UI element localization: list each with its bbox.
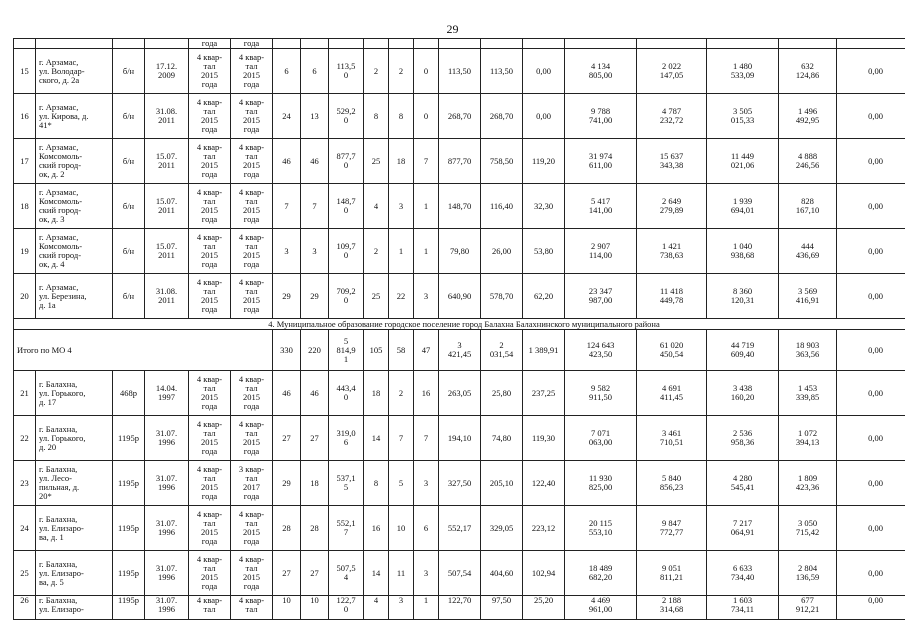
- cell-cost-fund: 15 637 343,38: [637, 139, 707, 184]
- cell-rooms-private: 7: [389, 416, 414, 461]
- cell: [779, 39, 837, 49]
- cell-address: г. Балахна, ул. Горького, д. 17: [36, 371, 113, 416]
- cell-rooms-total: 14: [364, 551, 389, 596]
- cell-cost-local: 3 569 416,91: [779, 274, 837, 319]
- cell-rooms-total: 8: [364, 94, 389, 139]
- cell-rooms-municipal: 3: [414, 461, 439, 506]
- cell-fact-date: 4 квар- тал 2015 года: [231, 139, 273, 184]
- cell-area-municipal: 237,25: [523, 371, 565, 416]
- cell-area-private: 25,80: [481, 371, 523, 416]
- cell-area-total: 537,1 5: [329, 461, 364, 506]
- cell-cost-local: 1 496 492,95: [779, 94, 837, 139]
- cell-cost-local: 444 436,69: [779, 229, 837, 274]
- cell-rooms-private: 58: [389, 330, 414, 371]
- cell-number: 23: [14, 461, 36, 506]
- cell-doc-number: 1195р: [113, 596, 145, 620]
- cell-area-municipal: 0,00: [523, 94, 565, 139]
- cell-cost-total: 4 134 805,00: [565, 49, 637, 94]
- cell-doc-date: 31.07. 1996: [145, 596, 189, 620]
- cell: [301, 39, 329, 49]
- cell-area-total: 552,1 7: [329, 506, 364, 551]
- table-row: [14, 229, 905, 274]
- cell-doc-date: 31.07. 1996: [145, 551, 189, 596]
- page-number: 29: [446, 22, 459, 36]
- cell-area-resettle: 194,10: [439, 416, 481, 461]
- cell-cost-extra: 0,00: [837, 94, 905, 139]
- cell-cost-region: 6 633 734,40: [707, 551, 779, 596]
- table-row: [14, 139, 905, 184]
- cell: [837, 39, 905, 49]
- cell-cost-total: 9 788 741,00: [565, 94, 637, 139]
- cell-doc-date: 17.12. 2009: [145, 49, 189, 94]
- cell-area-municipal: 119,30: [523, 416, 565, 461]
- cell-area-municipal: 1 389,91: [523, 330, 565, 371]
- cell-plan-date: 4 квар- тал: [189, 596, 231, 620]
- cell-residents-resettled: 27: [301, 551, 329, 596]
- cell-number: 15: [14, 49, 36, 94]
- cell-cost-fund: 9 847 772,77: [637, 506, 707, 551]
- cell-plan-date: 4 квар- тал 2015 года: [189, 461, 231, 506]
- cell-cost-fund: 1 421 738,63: [637, 229, 707, 274]
- cell-rooms-municipal: 6: [414, 506, 439, 551]
- cell-area-resettle: 507,54: [439, 551, 481, 596]
- table-row: [14, 506, 905, 551]
- cell-area-private: 97,50: [481, 596, 523, 620]
- cell-area-private: 404,60: [481, 551, 523, 596]
- cell-area-private: 26,00: [481, 229, 523, 274]
- cell-residents-resettled: 13: [301, 94, 329, 139]
- cell-plan: года: [189, 39, 231, 49]
- cell-doc-date: 31.08. 2011: [145, 274, 189, 319]
- cell-cost-fund: 2 649 279,89: [637, 184, 707, 229]
- cell-area-municipal: 223,12: [523, 506, 565, 551]
- cell-doc-number: б/н: [113, 94, 145, 139]
- cell-fact-date: 4 квар- тал 2015 года: [231, 371, 273, 416]
- cell-cost-region: 1 603 734,11: [707, 596, 779, 620]
- cell-area-private: 116,40: [481, 184, 523, 229]
- cell-rooms-total: 25: [364, 274, 389, 319]
- cell-cost-extra: 0,00: [837, 416, 905, 461]
- cell-doc-number: б/н: [113, 49, 145, 94]
- cell-plan-date: 4 квар- тал 2015 года: [189, 139, 231, 184]
- cell-address: г. Арзамас, ул. Кирова, д. 41*: [36, 94, 113, 139]
- cell-rooms-private: 18: [389, 139, 414, 184]
- cell: [364, 39, 389, 49]
- cell-area-private: 2 031,54: [481, 330, 523, 371]
- cell-number: 19: [14, 229, 36, 274]
- cell-fact-date: 4 квар- тал 2015 года: [231, 551, 273, 596]
- cell-plan-date: 4 квар- тал 2015 года: [189, 49, 231, 94]
- cell-area-total: 113,5 0: [329, 49, 364, 94]
- cell-residents-total: 6: [273, 49, 301, 94]
- cell-residents-resettled: 7: [301, 184, 329, 229]
- cell-residents-total: 46: [273, 371, 301, 416]
- cell-area-municipal: 32,30: [523, 184, 565, 229]
- cell-number: 20: [14, 274, 36, 319]
- cell-rooms-private: 2: [389, 371, 414, 416]
- cell-cost-region: 2 536 958,36: [707, 416, 779, 461]
- cell-doc-number: б/н: [113, 229, 145, 274]
- cell-rooms-private: 2: [389, 49, 414, 94]
- cell-cost-extra: 0,00: [837, 596, 905, 620]
- table-row: [14, 551, 905, 596]
- cell-cost-fund: 4 691 411,45: [637, 371, 707, 416]
- cell-fact-date: 4 квар- тал 2015 года: [231, 506, 273, 551]
- cell-doc-number: 1195р: [113, 461, 145, 506]
- cell-rooms-private: 1: [389, 229, 414, 274]
- cell-plan-date: 4 квар- тал 2015 года: [189, 551, 231, 596]
- cell-residents-resettled: 3: [301, 229, 329, 274]
- cell-area-resettle: 122,70: [439, 596, 481, 620]
- cell-fact-date: 3 квар- тал 2017 года: [231, 461, 273, 506]
- cell-cost-fund: 2 188 314,68: [637, 596, 707, 620]
- cell-cost-extra: 0,00: [837, 371, 905, 416]
- cell-area-municipal: 62,20: [523, 274, 565, 319]
- cell-address: г. Балахна, ул. Лесо- пильная, д. 20*: [36, 461, 113, 506]
- cell-rooms-private: 11: [389, 551, 414, 596]
- cell-area-private: 329,05: [481, 506, 523, 551]
- cell-area-total: 319,0 6: [329, 416, 364, 461]
- cell-area-resettle: 79,80: [439, 229, 481, 274]
- cell-rooms-total: 25: [364, 139, 389, 184]
- cell-cost-local: 677 912,21: [779, 596, 837, 620]
- cell-area-resettle: 113,50: [439, 49, 481, 94]
- cell-rooms-private: 10: [389, 506, 414, 551]
- cell-cost-local: 828 167,10: [779, 184, 837, 229]
- cell: [523, 39, 565, 49]
- cell-area-resettle: 263,05: [439, 371, 481, 416]
- cell-residents-total: 7: [273, 184, 301, 229]
- cell-area-total: 148,7 0: [329, 184, 364, 229]
- cell-cost-total: 5 417 141,00: [565, 184, 637, 229]
- cell-area-total: 507,5 4: [329, 551, 364, 596]
- cell-rooms-total: 8: [364, 461, 389, 506]
- cell: [481, 39, 523, 49]
- cell-residents-resettled: 220: [301, 330, 329, 371]
- cell-doc-number: б/н: [113, 139, 145, 184]
- cell-doc-date: 15.07. 2011: [145, 139, 189, 184]
- cell-fact-date: 4 квар- тал 2015 года: [231, 416, 273, 461]
- table-body: [14, 39, 905, 620]
- cell-area-resettle: 327,50: [439, 461, 481, 506]
- cell-doc-number: 468р: [113, 371, 145, 416]
- cell-residents-resettled: 28: [301, 506, 329, 551]
- cell-area-municipal: 0,00: [523, 49, 565, 94]
- cell-number: 21: [14, 371, 36, 416]
- cell-area-total: 109,7 0: [329, 229, 364, 274]
- table-row: [14, 184, 905, 229]
- table-row: [14, 461, 905, 506]
- cell-area-total: 529,2 0: [329, 94, 364, 139]
- cell-cost-extra: 0,00: [837, 506, 905, 551]
- cell-rooms-private: 8: [389, 94, 414, 139]
- table-row: [14, 49, 905, 94]
- cell-area-total: 122,7 0: [329, 596, 364, 620]
- cell-cost-extra: 0,00: [837, 229, 905, 274]
- cell-address: г. Арзамас, Комсомоль- ский город- ок, д. 2: [36, 139, 113, 184]
- cell-cost-local: 1 072 394,13: [779, 416, 837, 461]
- cell-rooms-total: 14: [364, 416, 389, 461]
- cell-rooms-municipal: 0: [414, 94, 439, 139]
- table-row: [14, 596, 905, 620]
- cell-cost-local: 632 124,86: [779, 49, 837, 94]
- cell-rooms-municipal: 0: [414, 49, 439, 94]
- cell-address: г. Балахна, ул. Горького, д. 20: [36, 416, 113, 461]
- cell-doc-date: 31.07. 1996: [145, 416, 189, 461]
- cell-rooms-municipal: 1: [414, 184, 439, 229]
- cell-residents-resettled: 10: [301, 596, 329, 620]
- cell-fact-date: 4 квар- тал 2015 года: [231, 229, 273, 274]
- cell-residents-resettled: 18: [301, 461, 329, 506]
- cell-rooms-municipal: 16: [414, 371, 439, 416]
- cell-rooms-municipal: 7: [414, 416, 439, 461]
- cell-address: г. Балахна, ул. Елизаро- ва, д. 1: [36, 506, 113, 551]
- cell: [273, 39, 301, 49]
- cell-residents-resettled: 27: [301, 416, 329, 461]
- cell-residents-resettled: 46: [301, 371, 329, 416]
- cell-rooms-total: 16: [364, 506, 389, 551]
- cell-address: г. Арзамас, ул. Володар- ского, д. 2а: [36, 49, 113, 94]
- cell-rooms-total: 2: [364, 229, 389, 274]
- cell: [565, 39, 637, 49]
- cell-address: г. Арзамас, Комсомоль- ский город- ок, д. 4: [36, 229, 113, 274]
- cell-rooms-municipal: 1: [414, 596, 439, 620]
- cell-plan-date: 4 квар- тал 2015 года: [189, 184, 231, 229]
- cell-cost-local: 3 050 715,42: [779, 506, 837, 551]
- cell-cost-total: 2 907 114,00: [565, 229, 637, 274]
- cell-cost-total: 31 974 611,00: [565, 139, 637, 184]
- table-row: [14, 416, 905, 461]
- cell-doc-number: 1195р: [113, 551, 145, 596]
- cell-rooms-total: 4: [364, 184, 389, 229]
- cell-doc-date: 31.07. 1996: [145, 461, 189, 506]
- cell-number: 26: [14, 596, 36, 620]
- cell-rooms-municipal: 1: [414, 229, 439, 274]
- cell-address: г. Балахна, ул. Елизаро- ва, д. 5: [36, 551, 113, 596]
- cell-fact-date: 4 квар- тал 2015 года: [231, 274, 273, 319]
- total-row: [14, 330, 905, 371]
- cell-area-municipal: 119,20: [523, 139, 565, 184]
- cell-rooms-municipal: 7: [414, 139, 439, 184]
- cell-residents-total: 330: [273, 330, 301, 371]
- cell-cost-region: 3 505 015,33: [707, 94, 779, 139]
- cell: [145, 39, 189, 49]
- cell-doc-number: б/н: [113, 274, 145, 319]
- cell-area-private: 113,50: [481, 49, 523, 94]
- cell-rooms-private: 5: [389, 461, 414, 506]
- cell-rooms-municipal: 47: [414, 330, 439, 371]
- cell-cost-extra: 0,00: [837, 461, 905, 506]
- cell-number: 16: [14, 94, 36, 139]
- cell-fact-date: 4 квар- тал 2015 года: [231, 49, 273, 94]
- cell-area-resettle: 268,70: [439, 94, 481, 139]
- cell-number: 22: [14, 416, 36, 461]
- cell-address: г. Арзамас, Комсомоль- ский город- ок, д. 3: [36, 184, 113, 229]
- cell-fact-date: 4 квар- тал 2015 года: [231, 184, 273, 229]
- cell-area-private: 268,70: [481, 94, 523, 139]
- cell-cost-region: 8 360 120,31: [707, 274, 779, 319]
- cell-fact: года: [231, 39, 273, 49]
- cell-cost-total: 9 582 911,50: [565, 371, 637, 416]
- cell-number: 25: [14, 551, 36, 596]
- cell-plan-date: 4 квар- тал 2015 года: [189, 229, 231, 274]
- cell-plan-date: 4 квар- тал 2015 года: [189, 416, 231, 461]
- cell-area-municipal: 122,40: [523, 461, 565, 506]
- cell: [637, 39, 707, 49]
- cell-cost-total: 23 347 987,00: [565, 274, 637, 319]
- cell-area-total: 877,7 0: [329, 139, 364, 184]
- cell-area-private: 74,80: [481, 416, 523, 461]
- cell: [14, 39, 36, 49]
- cell-number: 17: [14, 139, 36, 184]
- cell-cost-region: 44 719 609,40: [707, 330, 779, 371]
- cell-area-resettle: 148,70: [439, 184, 481, 229]
- cell-area-total: 709,2 0: [329, 274, 364, 319]
- cell-cost-total: 20 115 553,10: [565, 506, 637, 551]
- section-row: [14, 319, 905, 330]
- cell-cost-total: 7 071 063,00: [565, 416, 637, 461]
- cell-cost-fund: 2 022 147,05: [637, 49, 707, 94]
- cell-doc-number: 1195р: [113, 506, 145, 551]
- cell-doc-date: 15.07. 2011: [145, 184, 189, 229]
- cell-cost-fund: 4 787 232,72: [637, 94, 707, 139]
- cell-cost-region: 1 480 533,09: [707, 49, 779, 94]
- cell-plan-date: 4 квар- тал 2015 года: [189, 274, 231, 319]
- cell-cost-region: 1 040 938,68: [707, 229, 779, 274]
- cell-cost-local: 4 888 246,56: [779, 139, 837, 184]
- cell-cost-local: 1 453 339,85: [779, 371, 837, 416]
- cell-cost-total: 18 489 682,20: [565, 551, 637, 596]
- cell-rooms-total: 105: [364, 330, 389, 371]
- cell-area-municipal: 53,80: [523, 229, 565, 274]
- cell-residents-total: 46: [273, 139, 301, 184]
- cell-cost-total: 124 643 423,50: [565, 330, 637, 371]
- cell: [439, 39, 481, 49]
- cell: [389, 39, 414, 49]
- cell-area-resettle: 877,70: [439, 139, 481, 184]
- cell-area-private: 205,10: [481, 461, 523, 506]
- cell-cost-fund: 3 461 710,51: [637, 416, 707, 461]
- cell-cost-total: 11 930 825,00: [565, 461, 637, 506]
- cell-cost-extra: 0,00: [837, 274, 905, 319]
- cell-cost-region: 4 280 545,41: [707, 461, 779, 506]
- cell-area-municipal: 25,20: [523, 596, 565, 620]
- cell-cost-region: 7 217 064,91: [707, 506, 779, 551]
- cell-cost-extra: 0,00: [837, 184, 905, 229]
- cell-fact-date: 4 квар- тал 2015 года: [231, 94, 273, 139]
- cell-area-total: 443,4 0: [329, 371, 364, 416]
- cell-area-resettle: 3 421,45: [439, 330, 481, 371]
- cell-residents-total: 29: [273, 461, 301, 506]
- cell-plan-date: 4 квар- тал 2015 года: [189, 371, 231, 416]
- cell-residents-resettled: 29: [301, 274, 329, 319]
- cell-address: г. Арзамас, ул. Березина, д. 1а: [36, 274, 113, 319]
- cell-rooms-total: 2: [364, 49, 389, 94]
- cell-cost-local: 1 809 423,36: [779, 461, 837, 506]
- cell-cost-region: 3 438 160,20: [707, 371, 779, 416]
- cell-residents-total: 27: [273, 551, 301, 596]
- cell-address: г. Балахна, ул. Елизаро-: [36, 596, 113, 620]
- cell-area-municipal: 102,94: [523, 551, 565, 596]
- cell-residents-total: 29: [273, 274, 301, 319]
- cell-residents-total: 3: [273, 229, 301, 274]
- cell-doc-number: б/н: [113, 184, 145, 229]
- cell-cost-fund: 61 020 450,54: [637, 330, 707, 371]
- cell-plan-date: 4 квар- тал 2015 года: [189, 506, 231, 551]
- cell-doc-date: 31.08. 2011: [145, 94, 189, 139]
- cell-cost-fund: 5 840 856,23: [637, 461, 707, 506]
- cell-residents-resettled: 46: [301, 139, 329, 184]
- cell-cost-total: 4 469 961,00: [565, 596, 637, 620]
- cell-rooms-private: 3: [389, 184, 414, 229]
- cell-area-private: 758,50: [481, 139, 523, 184]
- cell-doc-date: 31.07. 1996: [145, 506, 189, 551]
- cell-doc-date: 14.04. 1997: [145, 371, 189, 416]
- cell-cost-extra: 0,00: [837, 49, 905, 94]
- table-row: [14, 371, 905, 416]
- cell-plan-date: 4 квар- тал 2015 года: [189, 94, 231, 139]
- cell-rooms-municipal: 3: [414, 274, 439, 319]
- cell-rooms-municipal: 3: [414, 551, 439, 596]
- cell-residents-resettled: 6: [301, 49, 329, 94]
- table-row-continued: [14, 39, 905, 49]
- cell-cost-region: 1 939 694,01: [707, 184, 779, 229]
- cell-residents-total: 27: [273, 416, 301, 461]
- cell-rooms-private: 22: [389, 274, 414, 319]
- cell-cost-local: 18 903 363,56: [779, 330, 837, 371]
- cell-doc-number: 1195р: [113, 416, 145, 461]
- table-row: [14, 94, 905, 139]
- cell-area-resettle: 640,90: [439, 274, 481, 319]
- cell-number: 18: [14, 184, 36, 229]
- cell-residents-total: 10: [273, 596, 301, 620]
- cell-cost-local: 2 804 136,59: [779, 551, 837, 596]
- cell-rooms-private: 3: [389, 596, 414, 620]
- cell: [329, 39, 364, 49]
- cell-doc-date: 15.07. 2011: [145, 229, 189, 274]
- cell: [113, 39, 145, 49]
- cell-residents-total: 24: [273, 94, 301, 139]
- cell-cost-fund: 11 418 449,78: [637, 274, 707, 319]
- total-label: Итого по МО 4: [14, 330, 273, 371]
- cell-cost-extra: 0,00: [837, 330, 905, 371]
- cell-cost-fund: 9 051 811,21: [637, 551, 707, 596]
- cell: [707, 39, 779, 49]
- cell-cost-extra: 0,00: [837, 139, 905, 184]
- table-row: [14, 274, 905, 319]
- cell: [414, 39, 439, 49]
- cell-area-resettle: 552,17: [439, 506, 481, 551]
- cell-number: 24: [14, 506, 36, 551]
- cell-cost-extra: 0,00: [837, 551, 905, 596]
- cell-fact-date: 4 квар- тал: [231, 596, 273, 620]
- cell-area-total: 5 814,9 1: [329, 330, 364, 371]
- cell-residents-total: 28: [273, 506, 301, 551]
- cell-cost-region: 11 449 021,06: [707, 139, 779, 184]
- section-title: 4. Муниципальное образование городское поселение город Балахна Балахнинского муниципального района: [14, 319, 905, 330]
- resettlement-register-table: [13, 38, 905, 620]
- cell-rooms-total: 18: [364, 371, 389, 416]
- cell-area-private: 578,70: [481, 274, 523, 319]
- cell-rooms-total: 4: [364, 596, 389, 620]
- cell: [36, 39, 113, 49]
